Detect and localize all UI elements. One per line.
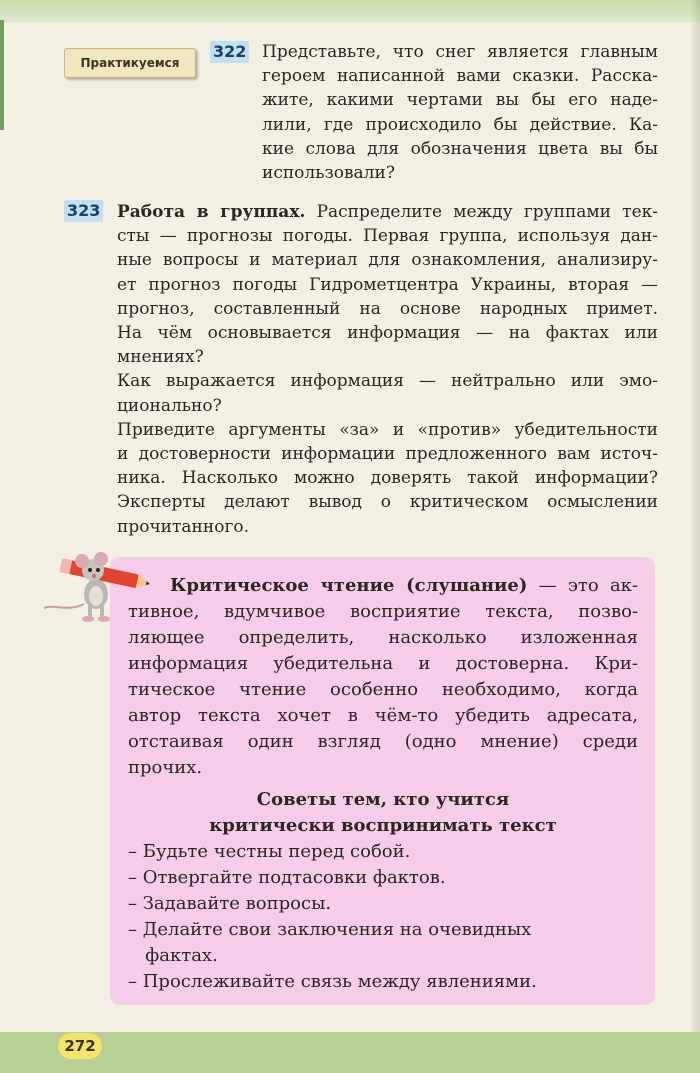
page-number: 272 (58, 1033, 102, 1059)
task-322-line: жите, какими чертами вы бы его наде- (262, 90, 658, 111)
tip-item: – Делайте свои заключения на очевидных (128, 919, 532, 940)
definition-line: тическое чтение особенно необходимо, когда (128, 679, 638, 700)
task-323-line: Приведите аргументы «за» и «против» убедительности (117, 419, 658, 440)
task-323-first-rest: Распределите между группами тек- (316, 202, 658, 222)
task-323-line: На чём основывается информация — на фактах или (117, 323, 658, 344)
task-323-lead: Работа в группах. (117, 202, 306, 222)
task-323-line: мнениях? (117, 347, 204, 368)
definition-first-rest: — это ак- (527, 575, 639, 596)
task-323-line: ника. Насколько можно доверять такой информации? (117, 468, 658, 489)
task-322-line: героем написанной вами сказки. Расска- (262, 66, 658, 87)
task-322-line: использовали? (262, 163, 395, 184)
tip-item: – Отвергайте подтасовки фактов. (128, 867, 446, 888)
task-323-line: прогноз, составленный на основе народных примет. (117, 298, 658, 319)
definition-text (128, 573, 638, 781)
tip-item: фактах. (128, 945, 218, 966)
definition-line: тивное, вдумчивое восприятие текста, позво- (128, 601, 638, 622)
definition-line: отстаивая один взгляд (одно мнение) среди (128, 731, 638, 752)
task-number-322: 322 (210, 41, 249, 63)
page-gutter-shadow (690, 0, 700, 1073)
tip-item: – Задавайте вопросы. (128, 893, 332, 914)
task-323-line: и достоверности информации предложенного вам источ- (117, 444, 658, 465)
definition-first-line (128, 573, 638, 599)
task-323-line: Эксперты делают вывод о критическом осмыслении (117, 492, 658, 513)
left-edge-strip (0, 20, 4, 130)
tip-item: – Прослеживайте связь между явлениями. (128, 971, 537, 992)
definition-line: прочих. (128, 757, 203, 778)
task-322-line: кие слова для обозначения цвета вы бы (262, 138, 658, 159)
tips-title-line-2: критически воспринимать текст (209, 815, 557, 836)
task-323-line: прочитанного. (117, 516, 249, 537)
task-number-323: 323 (64, 200, 103, 222)
top-band (0, 0, 700, 22)
tips-title-line-1: Советы тем, кто учится (256, 789, 510, 810)
task-322-line: Представьте, что снег является главным (262, 42, 658, 62)
tips-list (128, 839, 638, 995)
task-322-line: лили, где происходило бы действие. Ка- (262, 114, 658, 135)
task-322-text (262, 40, 658, 185)
bottom-band (0, 1032, 700, 1073)
task-323-line: ционально? (117, 395, 222, 416)
definition-term: Критическое чтение (слушание) (170, 575, 528, 596)
task-323-line: сты — прогнозы погоды. Первая группа, используя дан- (117, 226, 658, 247)
tip-item: – Будьте честны перед собой. (128, 841, 411, 862)
task-323-line: Как выражается информация — нейтрально или эмо- (117, 371, 658, 392)
task-323-text (117, 200, 658, 539)
task-323-line: ет прогноз погоды Гидрометцентра Украины, вторая — (117, 274, 658, 295)
definition-line: информация убедительна и достоверна. Кри- (128, 653, 638, 674)
definition-line: ляющее определить, насколько изложенная (128, 627, 638, 648)
task-323-line: ные вопросы и материал для ознакомления, анализиру- (117, 250, 658, 271)
definition-line: автор текста хочет в чём-то убедить адресата, (128, 705, 638, 726)
task-323-first-line (117, 200, 658, 224)
practice-badge: Практикуемся (64, 48, 196, 78)
